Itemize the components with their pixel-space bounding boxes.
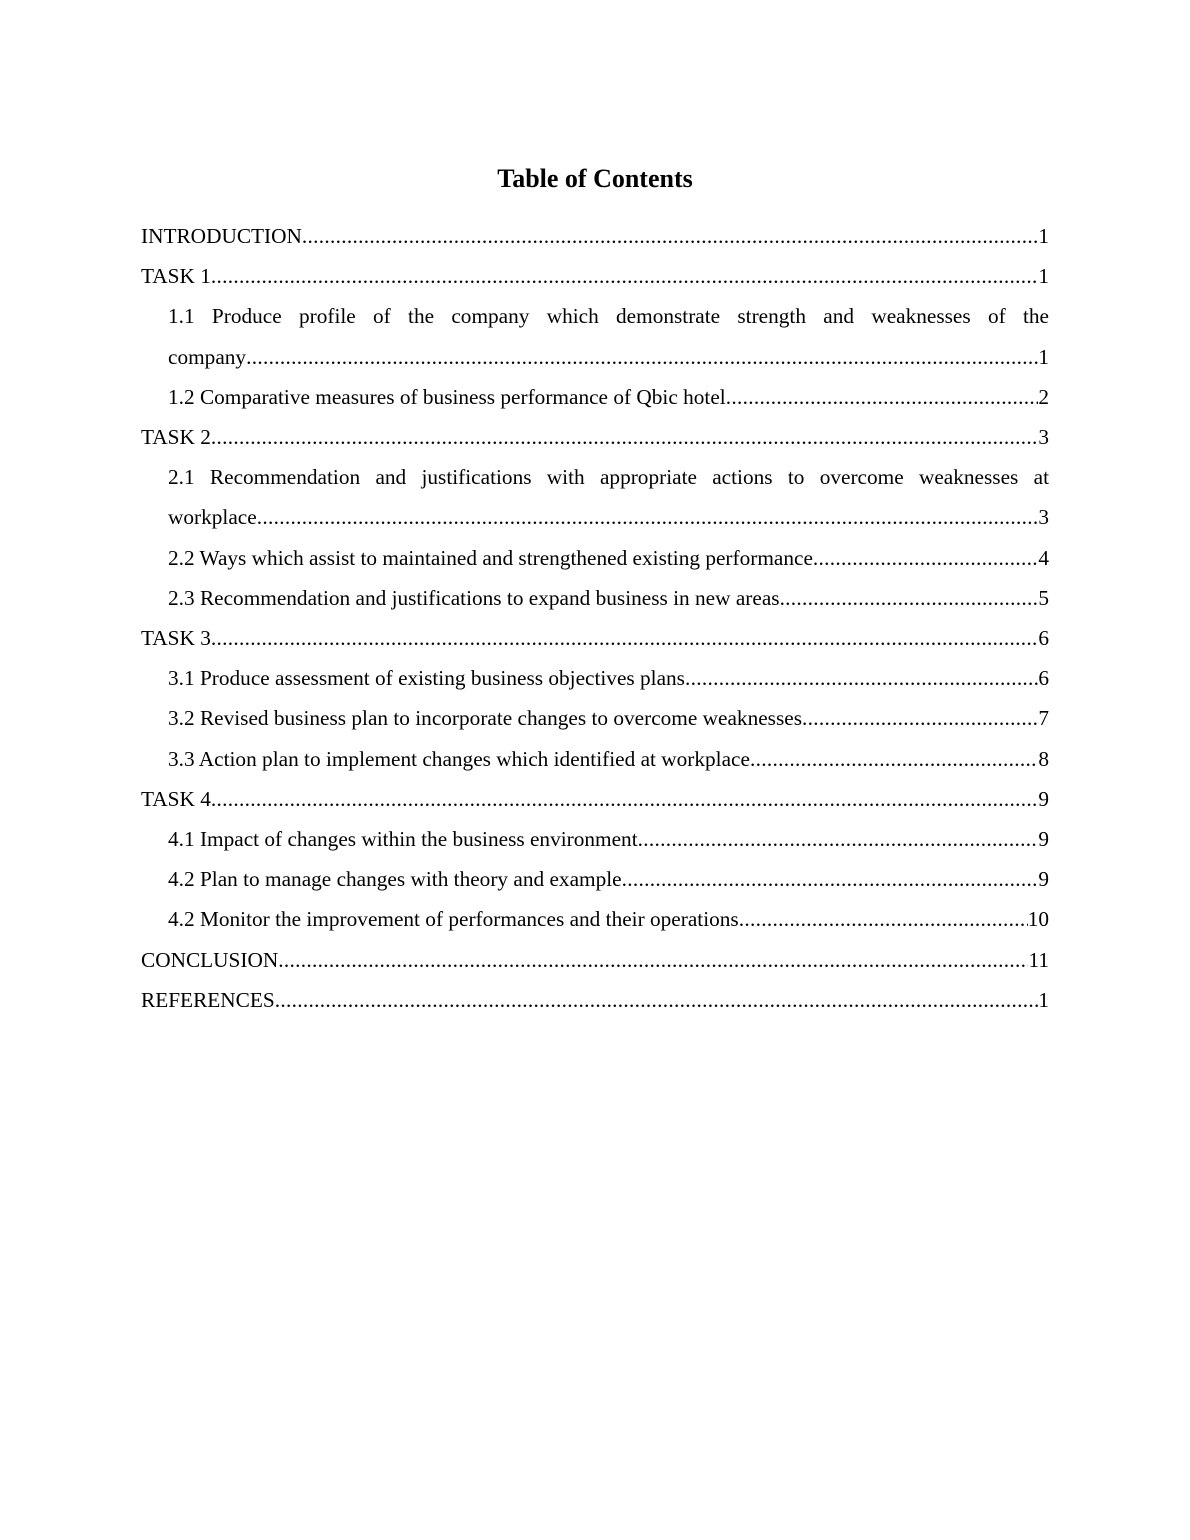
toc-entry-2-2[interactable] [141, 538, 1049, 578]
dot-leader [802, 698, 1038, 738]
toc-entry-4-2-monitor[interactable] [141, 899, 1049, 939]
toc-entry-line2 [168, 497, 1049, 537]
toc-entry-3-3[interactable] [141, 739, 1049, 779]
toc-entry-text: TASK 1 [141, 264, 211, 289]
toc-entry-task-4[interactable] [141, 779, 1049, 819]
dot-leader [726, 377, 1039, 417]
dot-leader [246, 337, 1038, 377]
toc-page-number: 4 [1038, 545, 1049, 570]
toc-entry-2-1[interactable] [141, 457, 1049, 537]
toc-entry-text: INTRODUCTION [141, 224, 302, 248]
toc-entry-2-3[interactable] [141, 578, 1049, 618]
dot-leader [638, 819, 1039, 859]
toc-entry-text: 3.3 Action plan to implement changes which identified at workplace [168, 746, 750, 771]
toc-page-number: 1 [1038, 344, 1049, 369]
toc-entry-4-1[interactable] [141, 819, 1049, 859]
toc-entry-4-2-plan[interactable] [141, 859, 1049, 899]
toc-page-number: 1 [1038, 987, 1049, 1012]
toc-page-number: 1 [1038, 264, 1049, 289]
toc-entry-text: 4.1 Impact of changes within the business environment [168, 827, 638, 852]
toc-entry-text: 2.2 Ways which assist to maintained and strengthened existing performance [168, 545, 813, 570]
toc-entry-task-1[interactable] [141, 256, 1049, 296]
dot-leader [257, 497, 1039, 537]
toc-page-number: 9 [1038, 867, 1049, 892]
toc-page-number: 11 [1028, 947, 1049, 972]
toc-entry-task-3[interactable] [141, 618, 1049, 658]
toc-page-number: 1 [1038, 224, 1049, 248]
dot-leader [211, 618, 1038, 658]
toc-entry-introduction[interactable] [141, 216, 1049, 256]
toc-page-number: 3 [1038, 425, 1049, 450]
toc-entry-text: TASK 2 [141, 425, 211, 450]
toc-entry-text-line2: company [168, 344, 247, 369]
dot-leader [739, 899, 1028, 939]
toc-title: Table of Contents [497, 164, 693, 193]
toc-entry-text: TASK 3 [141, 626, 211, 651]
toc-entry-1-1[interactable] [141, 296, 1049, 376]
toc-page-number: 9 [1038, 786, 1049, 811]
toc-entry-text: 4.2 Plan to manage changes with theory and example [168, 867, 622, 892]
toc-entry-text: 3.1 Produce assessment of existing business objectives plans [168, 666, 685, 691]
toc-page-number: 2 [1038, 384, 1049, 409]
toc-entry-text: CONCLUSION [141, 947, 279, 972]
toc-entry-line2 [168, 337, 1049, 377]
toc-page-number: 6 [1038, 626, 1049, 651]
toc-entry-text: TASK 4 [141, 786, 211, 811]
toc-page-number: 6 [1038, 666, 1049, 691]
toc-page-number: 10 [1027, 907, 1049, 932]
toc-list [141, 216, 1049, 1020]
toc-entry-3-1[interactable] [141, 658, 1049, 698]
toc-entry-1-2[interactable] [141, 377, 1049, 417]
dot-leader [211, 417, 1038, 457]
toc-entry-text-line1: 2.1 Recommendation and justifications with appropriate actions to overcome weaknesses at [168, 465, 1049, 490]
dot-leader [750, 739, 1038, 779]
toc-entry-references[interactable] [141, 980, 1049, 1020]
dot-leader [302, 216, 1038, 256]
toc-entry-text: 1.2 Comparative measures of business performance of Qbic hotel [168, 384, 726, 409]
dot-leader [275, 980, 1039, 1020]
toc-entry-text-line1: 1.1 Produce profile of the company which demonstrate strength and weaknesses of the [168, 304, 1049, 329]
toc-page-number: 7 [1038, 706, 1049, 731]
dot-leader [813, 538, 1038, 578]
dot-leader [278, 940, 1028, 980]
toc-page-number: 8 [1038, 746, 1049, 771]
toc-entry-text: 4.2 Monitor the improvement of performances and their operations [168, 907, 739, 932]
toc-entry-conclusion[interactable] [141, 940, 1049, 980]
toc-page-number: 5 [1038, 585, 1049, 610]
toc-entry-text: 3.2 Revised business plan to incorporate changes to overcome weaknesses [168, 706, 802, 731]
toc-entry-3-2[interactable] [141, 698, 1049, 738]
toc-entry-text: REFERENCES [141, 987, 275, 1012]
toc-page-number: 3 [1038, 505, 1049, 530]
toc-entry-text-line2: workplace [168, 505, 257, 530]
toc-entry-text: 2.3 Recommendation and justifications to expand business in new areas [168, 585, 780, 610]
toc-page-number: 9 [1038, 827, 1049, 852]
dot-leader [780, 578, 1039, 618]
dot-leader [622, 859, 1039, 899]
toc-entry-task-2[interactable] [141, 417, 1049, 457]
dot-leader [211, 256, 1038, 296]
dot-leader [211, 779, 1038, 819]
dot-leader [685, 658, 1038, 698]
